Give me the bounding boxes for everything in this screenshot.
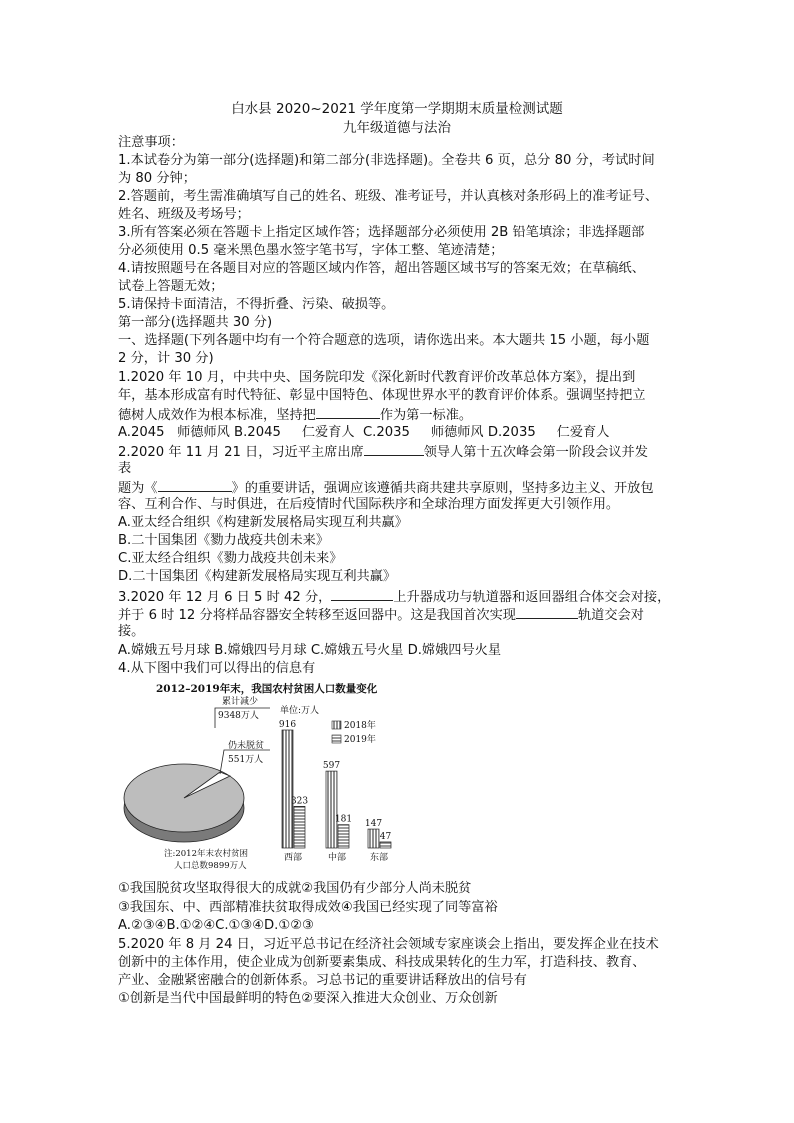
q2-answer-blank-1[interactable] <box>364 442 424 456</box>
bar-value-label: 323 <box>290 796 309 807</box>
q3-line-2-text-b: 轨道交会对 <box>578 608 644 623</box>
bar-value-label: 916 <box>278 720 297 730</box>
legend-swatch-2018 <box>332 721 341 729</box>
legend-label-2019: 2019年 <box>344 735 376 745</box>
q2-line-1-text-a: 2.2020 年 11 月 21 日，习近平主席出席 <box>118 445 364 460</box>
legend-label-2018: 2018年 <box>344 721 376 731</box>
part1-intro-line-1: 一、选择题(下列各题中均有一个符合题意的选项，请你选出来。本大题共 15 小题，每小题 <box>118 333 650 348</box>
q2-line-2: 表 <box>118 461 132 476</box>
chart-unit-label: 单位:万人 <box>280 706 320 716</box>
note-4-line-2: 试卷上答题无效； <box>118 279 224 294</box>
pie-label-reduced: 累计减少 <box>222 697 259 707</box>
note-3-line-2: 分必须使用 0.5 毫米黑色墨水签字笔书写，字体工整、笔迹清楚； <box>118 243 504 258</box>
q2-line-3-text-b: 》的重要讲话，强调应该遵循共商共建共享原则，坚持多边主义、开放包 <box>231 481 654 496</box>
q4-statement-2: ③我国东、中、西部精准扶贫取得成效④我国已经实现了同等富裕 <box>118 900 498 915</box>
bar-中部-2018年 <box>326 771 337 848</box>
q3-line-1 <box>118 587 670 607</box>
exam-subtitle: 九年级道德与法治 <box>343 120 451 136</box>
q2-option-b: B.二十国集团《勠力战疫共创未来》 <box>118 533 330 548</box>
pie-value-remaining: 551万人 <box>228 755 264 765</box>
q3-answer-blank-2[interactable] <box>516 605 578 619</box>
q1-line-2: 年，基本形成富有时代特征、彰显中国特色、体现世界水平的教育评价体系。强调坚持把立 <box>118 388 646 403</box>
bar-东部-2018年 <box>368 829 379 848</box>
exam-title: 白水县 2020~2021 学年度第一学期期末质量检测试题 <box>231 101 563 117</box>
q2-line-1-text-b: 领导人第十五次峰会第一阶段会议并发 <box>423 445 648 460</box>
q2-line-3-text-a: 题为《 <box>118 481 158 496</box>
pie-label-remaining: 仍未脱贫 <box>228 741 265 751</box>
q2-line-3 <box>118 478 654 498</box>
poverty-chart <box>120 680 410 880</box>
note-1-line-1: 1.本试卷分为第一部分(选择题)和第二部分(非选择题)。全卷共 6 页，总分 80 分，考试时间 <box>118 153 655 168</box>
q3-line-1-text-a: 3.2020 年 12 月 6 日 5 时 42 分， <box>118 590 332 605</box>
q2-line-1 <box>118 442 648 462</box>
note-3-line-1: 3.所有答案必须在答题卡上指定区域作答；选择题部分必须使用 2B 铅笔填涂；非选择题部 <box>118 225 645 240</box>
q3-line-2 <box>118 605 644 625</box>
q4-options: A.②③④B.①②④C.①③④D.①②③ <box>118 918 314 933</box>
bar-东部-2019年 <box>380 842 391 848</box>
category-label: 东部 <box>369 853 389 863</box>
bar-西部-2018年 <box>282 730 293 848</box>
q2-option-a: A.亚太经合组织《构建新发展格局实现互利共赢》 <box>118 515 408 530</box>
part1-heading: 第一部分(选择题共 30 分) <box>118 315 273 330</box>
q3-options: A.嫦娥五号月球 B.嫦娥四号月球 C.嫦娥五号火星 D.嫦娥四号火星 <box>118 643 502 658</box>
note-4-line-1: 4.请按照题号在各题目对应的答题区域内作答，超出答题区域书写的答案无效；在草稿纸、 <box>118 261 645 276</box>
q2-answer-blank-2[interactable] <box>158 478 232 492</box>
q1-line-1: 1.2020 年 10 月，中共中央、国务院印发《深化新时代教育评价改革总体方案》，提出到 <box>118 370 636 385</box>
q5-line-2: 创新中的主体作用，使企业成为创新要素集成、科技成果转化的生力军，打造科技、教育、 <box>118 955 646 970</box>
notes-heading: 注意事项： <box>118 135 184 150</box>
legend-swatch-2019 <box>332 735 341 743</box>
category-label: 中部 <box>327 853 347 863</box>
note-2-line-2: 姓名、班级及考场号； <box>118 207 250 222</box>
q4-statement-1: ①我国脱贫攻坚取得很大的成就②我国仍有少部分人尚未脱贫 <box>118 881 472 896</box>
chart-title: 2012–2019年末，我国农村贫困人口数量变化 <box>156 683 378 695</box>
q1-answer-blank[interactable] <box>316 405 380 419</box>
note-5: 5.请保持卡面清洁，不得折叠、污染、破损等。 <box>118 297 395 312</box>
pie-note-line-2: 人口总数9899万人 <box>174 861 247 871</box>
q5-line-1: 5.2020 年 8 月 24 日，习近平总书记在经济社会领域专家座谈会上指出，要发挥企业在技术 <box>118 937 659 952</box>
bar-value-label: 47 <box>379 831 392 842</box>
q2-line-4: 容、互利合作、与时俱进，在后疫情时代国际秩序和全球治理方面发挥更大引领作用。 <box>118 497 620 512</box>
pie-note-line-1: 注:2012年末农村贫困 <box>164 849 248 859</box>
category-label: 西部 <box>283 853 303 863</box>
q4-line-1: 4.从下图中我们可以得出的信息有 <box>118 661 316 676</box>
q2-option-d: D.二十国集团《构建新发展格局实现互利共赢》 <box>118 569 397 584</box>
q3-answer-blank-1[interactable] <box>331 587 393 601</box>
pie-chart <box>124 695 270 871</box>
pie-value-reduced: 9348万人 <box>218 711 259 721</box>
q1-line-3 <box>118 405 472 425</box>
q1-line-3-text-a: 德树人成效作为根本标准，坚持把 <box>118 408 316 423</box>
q3-line-2-text-a: 并于 6 时 12 分将样品容器安全转移至返回器中。这是我国首次实现 <box>118 608 516 623</box>
q1-options: A.2045 师德师风 B.2045 仁爱育人 C.2035 师德师风 D.2035 仁爱育人 <box>118 425 610 440</box>
q1-line-3-text-b: 作为第一标准。 <box>379 408 473 423</box>
q5-line-4: ①创新是当代中国最鲜明的特色②要深入推进大众创业、万众创新 <box>118 991 498 1006</box>
bar-中部-2019年 <box>338 825 349 848</box>
bar-西部-2019年 <box>294 806 305 848</box>
q3-line-3: 接。 <box>118 624 145 639</box>
part1-intro-line-2: 2 分，计 30 分) <box>118 351 214 366</box>
bar-value-label: 147 <box>364 819 383 830</box>
q2-option-c: C.亚太经合组织《勠力战疫共创未来》 <box>118 551 343 566</box>
q3-line-1-text-b: 上升器成功与轨道器和返回器组合体交会对接， <box>393 590 671 605</box>
q5-line-3: 产业、金融紧密融合的创新体系。习总书记的重要讲话释放出的信号有 <box>118 973 527 988</box>
note-2-line-1: 2.答题前，考生需准确填写自己的姓名、班级、准考证号，并认真核对条形码上的准考证号、 <box>118 189 659 204</box>
bar-value-label: 597 <box>322 761 341 772</box>
bar-value-label: 181 <box>334 814 353 825</box>
note-1-line-2: 为 80 分钟； <box>118 171 196 186</box>
